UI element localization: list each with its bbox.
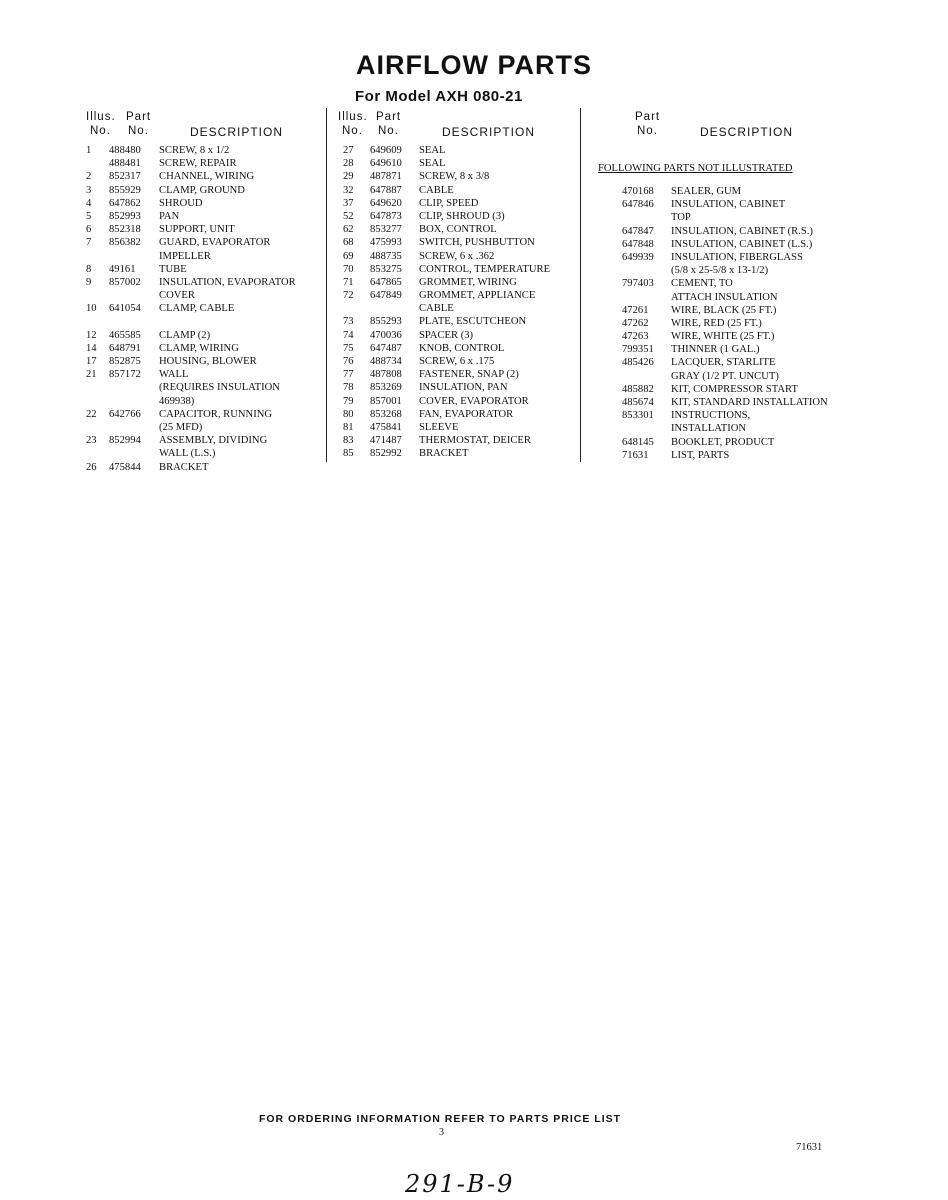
parts-row xyxy=(334,237,579,250)
parts-row xyxy=(334,396,579,409)
parts-row xyxy=(80,330,325,343)
part-number: 853301 xyxy=(622,410,654,422)
parts-row xyxy=(596,384,896,397)
col2-header-illus-no: No. xyxy=(342,125,363,137)
parts-row xyxy=(596,186,896,199)
parts-row xyxy=(334,448,579,461)
part-number: 649620 xyxy=(370,197,402,209)
illus-number: 80 xyxy=(343,408,354,420)
illus-number: 81 xyxy=(343,421,354,433)
part-number: 853269 xyxy=(370,382,402,394)
part-description: FASTENER, SNAP (2) xyxy=(419,369,519,381)
part-description: (25 MFD) xyxy=(159,421,203,433)
illus-number: 6 xyxy=(86,224,92,236)
column-divider-left xyxy=(326,108,327,462)
parts-row xyxy=(334,435,579,448)
parts-row xyxy=(334,251,579,264)
part-number: 475844 xyxy=(109,461,141,473)
part-number: 485426 xyxy=(622,357,654,369)
parts-row xyxy=(80,356,325,369)
part-description: GROMMET, WIRING xyxy=(419,276,517,288)
part-number: 647849 xyxy=(370,290,402,302)
parts-row xyxy=(334,185,579,198)
col1-header-part: Part xyxy=(126,111,152,123)
parts-row xyxy=(596,292,896,305)
part-number: 470168 xyxy=(622,186,654,197)
part-number: 852994 xyxy=(109,435,141,447)
illus-number: 69 xyxy=(343,250,354,262)
part-number: 71631 xyxy=(622,449,649,461)
part-number: 647865 xyxy=(370,276,402,288)
part-number: 852318 xyxy=(109,224,141,236)
parts-row xyxy=(596,239,896,252)
part-number: 475993 xyxy=(370,237,402,249)
parts-row xyxy=(334,198,579,211)
part-number: 488734 xyxy=(370,356,402,367)
part-description: INSULATION, EVAPORATOR xyxy=(159,276,296,288)
illus-number: 37 xyxy=(343,197,354,209)
part-number: 47263 xyxy=(622,331,649,343)
part-description: IMPELLER xyxy=(159,250,211,262)
part-description: ASSEMBLY, DIVIDING xyxy=(159,435,268,447)
part-description: COVER, EVAPORATOR xyxy=(419,395,529,407)
parts-row xyxy=(80,185,325,198)
part-description: GROMMET, APPLIANCE xyxy=(419,290,536,302)
parts-row xyxy=(596,437,896,450)
parts-list-col2 xyxy=(334,145,579,462)
parts-row xyxy=(596,423,896,436)
parts-row xyxy=(334,316,579,329)
parts-row xyxy=(80,422,325,435)
parts-row xyxy=(596,212,896,225)
illus-number: 75 xyxy=(343,342,354,354)
part-number: 647487 xyxy=(370,342,402,354)
parts-row xyxy=(80,316,325,329)
part-description: KIT, COMPRESSOR START xyxy=(671,383,798,395)
part-description: SCREW, 8 x 1/2 xyxy=(159,145,230,156)
part-number: 649939 xyxy=(622,251,654,263)
parts-row xyxy=(80,251,325,264)
part-number: 648791 xyxy=(109,342,141,354)
part-number: 465585 xyxy=(109,329,141,341)
part-description: HOUSING, BLOWER xyxy=(159,356,257,367)
page-number: 3 xyxy=(439,1127,444,1138)
part-number: 49161 xyxy=(109,263,136,275)
part-description: INSULATION, CABINET (L.S.) xyxy=(671,238,813,250)
illus-number: 74 xyxy=(343,329,354,341)
illus-number: 32 xyxy=(343,184,354,196)
parts-row xyxy=(596,397,896,410)
parts-row xyxy=(80,145,325,158)
part-description: SCREW, 6 x .175 xyxy=(419,356,495,367)
illus-number: 79 xyxy=(343,395,354,407)
parts-row xyxy=(334,211,579,224)
parts-row xyxy=(334,422,579,435)
parts-row xyxy=(334,290,579,303)
part-description: CLAMP, WIRING xyxy=(159,342,239,354)
parts-row xyxy=(80,396,325,409)
illus-number: 2 xyxy=(86,171,92,183)
part-description: PAN xyxy=(159,210,180,222)
part-description: CAPACITOR, RUNNING xyxy=(159,408,273,420)
part-description: PLATE, ESCUTCHEON xyxy=(419,316,527,328)
part-description: INSTRUCTIONS, xyxy=(671,410,751,422)
illus-number: 27 xyxy=(343,145,354,156)
parts-row xyxy=(80,462,325,475)
part-number: 475841 xyxy=(370,421,402,433)
parts-row xyxy=(596,331,896,344)
col2-header-part: Part xyxy=(376,111,402,123)
part-number: 47262 xyxy=(622,317,649,329)
part-description: TUBE xyxy=(159,263,187,275)
part-description: 469938) xyxy=(159,395,195,407)
part-description: GRAY (1/2 PT. UNCUT) xyxy=(671,370,779,382)
parts-row xyxy=(80,158,325,171)
part-description: LIST, PARTS xyxy=(671,449,730,461)
part-description: BRACKET xyxy=(419,448,469,460)
part-number: 641054 xyxy=(109,303,141,315)
illus-number: 22 xyxy=(86,408,97,420)
parts-row xyxy=(596,450,896,463)
part-description: KIT, STANDARD INSTALLATION xyxy=(671,397,828,408)
illus-number: 12 xyxy=(86,329,97,341)
parts-row xyxy=(596,199,896,212)
illus-number: 5 xyxy=(86,210,92,222)
part-description: INSULATION, CABINET (R.S.) xyxy=(671,225,813,237)
illus-number: 78 xyxy=(343,382,354,394)
parts-row xyxy=(80,343,325,356)
illus-number: 72 xyxy=(343,290,354,302)
illus-number: 9 xyxy=(86,276,92,288)
part-number: 853275 xyxy=(370,263,402,275)
part-number: 487871 xyxy=(370,171,402,183)
col3-header-part-no: No. xyxy=(637,125,658,137)
parts-row xyxy=(80,264,325,277)
illus-number: 4 xyxy=(86,197,92,209)
parts-row xyxy=(334,330,579,343)
illus-number: 52 xyxy=(343,210,354,222)
parts-row xyxy=(334,382,579,395)
parts-row xyxy=(596,305,896,318)
part-description: SHROUD xyxy=(159,197,203,209)
part-description: CLAMP (2) xyxy=(159,329,211,341)
illus-number: 70 xyxy=(343,263,354,275)
parts-row xyxy=(596,344,896,357)
part-description: ATTACH INSULATION xyxy=(671,291,778,303)
part-number: 855293 xyxy=(370,316,402,328)
part-number: 853277 xyxy=(370,224,402,236)
col2-header-part-no: No. xyxy=(378,125,399,137)
col1-header-part-no: No. xyxy=(128,125,149,137)
part-description: CLIP, SPEED xyxy=(419,197,479,209)
illus-number: 73 xyxy=(343,316,354,328)
model-subtitle: For Model AXH 080-21 xyxy=(355,88,523,105)
part-description: CLIP, SHROUD (3) xyxy=(419,210,505,222)
part-description: (5/8 x 25-5/8 x 13-1/2) xyxy=(671,265,769,277)
part-number: 488480 xyxy=(109,145,141,156)
part-number: 647887 xyxy=(370,184,402,196)
parts-row xyxy=(596,226,896,239)
not-illustrated-note: FOLLOWING PARTS NOT ILLUSTRATED xyxy=(598,163,793,174)
col3-header-part: Part xyxy=(635,111,661,123)
illus-number: 68 xyxy=(343,237,354,249)
part-description: CHANNEL, WIRING xyxy=(159,171,255,183)
part-description: CABLE xyxy=(419,184,454,196)
parts-row xyxy=(80,211,325,224)
part-number: 487808 xyxy=(370,369,402,381)
part-description: SUPPORT, UNIT xyxy=(159,224,235,236)
part-number: 642766 xyxy=(109,408,141,420)
parts-row xyxy=(80,198,325,211)
illus-number: 77 xyxy=(343,369,354,381)
part-description: BOX, CONTROL xyxy=(419,224,497,236)
part-description: INSULATION, PAN xyxy=(419,382,508,394)
col2-header-illus: Illus. xyxy=(338,111,368,123)
part-number: 799351 xyxy=(622,344,654,356)
parts-row xyxy=(334,343,579,356)
illus-number: 71 xyxy=(343,276,354,288)
illus-number: 85 xyxy=(343,448,354,460)
part-number: 647846 xyxy=(622,199,654,211)
part-number: 857002 xyxy=(109,276,141,288)
part-description: GUARD, EVAPORATOR xyxy=(159,237,271,249)
parts-row xyxy=(334,369,579,382)
part-description: KNOB, CONTROL xyxy=(419,342,505,354)
part-description: SCREW, 8 x 3/8 xyxy=(419,171,490,183)
part-description: CONTROL, TEMPERATURE xyxy=(419,263,551,275)
parts-row xyxy=(80,224,325,237)
document-number: 71631 xyxy=(796,1142,823,1153)
part-description: WIRE, WHITE (25 FT.) xyxy=(671,331,775,343)
part-description: WALL xyxy=(159,369,189,381)
part-number: 647862 xyxy=(109,197,141,209)
parts-row xyxy=(80,237,325,250)
parts-list-col3 xyxy=(596,186,896,463)
part-number: 855929 xyxy=(109,184,141,196)
parts-row xyxy=(596,410,896,423)
part-number: 488735 xyxy=(370,250,402,262)
page-title: AIRFLOW PARTS xyxy=(356,50,592,80)
part-number: 649609 xyxy=(370,145,402,156)
part-number: 853268 xyxy=(370,408,402,420)
part-number: 852875 xyxy=(109,356,141,367)
ordering-footer: FOR ORDERING INFORMATION REFER TO PARTS PRICE LIST xyxy=(258,1113,622,1125)
parts-row xyxy=(596,265,896,278)
part-description: SEALER, GUM xyxy=(671,186,742,197)
part-description: THERMOSTAT, DEICER xyxy=(419,435,531,447)
part-number: 471487 xyxy=(370,435,402,447)
parts-row xyxy=(80,303,325,316)
part-description: THINNER (1 GAL.) xyxy=(671,344,760,356)
part-description: BRACKET xyxy=(159,461,209,473)
column-divider-right xyxy=(580,108,581,462)
col3-header-description: DESCRIPTION xyxy=(700,125,794,139)
parts-list-col1 xyxy=(80,145,325,475)
illus-number: 8 xyxy=(86,263,92,275)
part-number: 852992 xyxy=(370,448,402,460)
part-description: INSULATION, CABINET xyxy=(671,199,786,211)
parts-row xyxy=(334,409,579,422)
part-description: SWITCH, PUSHBUTTON xyxy=(419,237,535,249)
part-description: CLAMP, CABLE xyxy=(159,303,235,315)
part-number: 856382 xyxy=(109,237,141,249)
illus-number: 76 xyxy=(343,356,354,367)
parts-row xyxy=(334,171,579,184)
illus-number: 28 xyxy=(343,158,354,170)
part-number: 852993 xyxy=(109,210,141,222)
parts-row xyxy=(334,303,579,316)
part-description: BOOKLET, PRODUCT xyxy=(671,436,775,448)
col1-header-illus: Illus. xyxy=(86,111,116,123)
part-number: 647847 xyxy=(622,225,654,237)
illus-number: 29 xyxy=(343,171,354,183)
part-description: SCREW, REPAIR xyxy=(159,158,237,170)
illus-number: 17 xyxy=(86,356,97,367)
part-number: 649610 xyxy=(370,158,402,170)
col2-header-description: DESCRIPTION xyxy=(442,125,536,139)
part-description: WIRE, BLACK (25 FT.) xyxy=(671,304,777,316)
part-description: (REQUIRES INSULATION xyxy=(159,382,280,394)
parts-row xyxy=(596,318,896,331)
illus-number: 83 xyxy=(343,435,354,447)
part-number: 857172 xyxy=(109,369,141,381)
part-number: 485882 xyxy=(622,383,654,395)
part-description: SEAL xyxy=(419,145,446,156)
parts-row xyxy=(334,224,579,237)
parts-row xyxy=(596,357,896,370)
parts-row xyxy=(334,356,579,369)
parts-row xyxy=(80,448,325,461)
part-description: SCREW, 6 x .362 xyxy=(419,250,495,262)
parts-row xyxy=(596,278,896,291)
part-number: 647873 xyxy=(370,210,402,222)
part-description: CLAMP, GROUND xyxy=(159,184,245,196)
part-description: TOP xyxy=(671,212,691,224)
col1-header-illus-no: No. xyxy=(90,125,111,137)
parts-row xyxy=(80,277,325,290)
part-number: 797403 xyxy=(622,278,654,290)
part-number: 852317 xyxy=(109,171,141,183)
handwritten-mark: 291-B-9 xyxy=(405,1170,515,1198)
illus-number: 7 xyxy=(86,237,92,249)
part-description: INSTALLATION xyxy=(671,423,747,435)
part-description: COVER xyxy=(159,290,195,302)
part-description: SPACER (3) xyxy=(419,329,474,341)
part-description: INSULATION, FIBERGLASS xyxy=(671,251,803,263)
part-number: 488481 xyxy=(109,158,141,170)
part-number: 647848 xyxy=(622,238,654,250)
parts-row xyxy=(334,264,579,277)
part-number: 470036 xyxy=(370,329,402,341)
part-description: CABLE xyxy=(419,303,454,315)
illus-number: 23 xyxy=(86,435,97,447)
part-description: LACQUER, STARLITE xyxy=(671,357,776,369)
part-number: 857001 xyxy=(370,395,402,407)
parts-row xyxy=(80,382,325,395)
parts-row xyxy=(80,435,325,448)
part-description: SLEEVE xyxy=(419,421,459,433)
part-number: 648145 xyxy=(622,436,654,448)
parts-row xyxy=(80,369,325,382)
part-description: FAN, EVAPORATOR xyxy=(419,408,514,420)
parts-row xyxy=(334,145,579,158)
illus-number: 21 xyxy=(86,369,97,381)
illus-number: 62 xyxy=(343,224,354,236)
illus-number: 3 xyxy=(86,184,92,196)
parts-row xyxy=(334,158,579,171)
parts-row xyxy=(596,371,896,384)
part-number: 485674 xyxy=(622,397,654,408)
illus-number: 10 xyxy=(86,303,97,315)
part-description: WIRE, RED (25 FT.) xyxy=(671,317,762,329)
col1-header-description: DESCRIPTION xyxy=(190,125,284,139)
parts-row xyxy=(80,290,325,303)
parts-row xyxy=(334,277,579,290)
illus-number: 1 xyxy=(86,145,92,156)
illus-number: 14 xyxy=(86,342,97,354)
part-description: CEMENT, TO xyxy=(671,278,733,290)
part-description: SEAL xyxy=(419,158,446,170)
parts-row xyxy=(80,409,325,422)
part-number: 47261 xyxy=(622,304,649,316)
parts-row xyxy=(80,171,325,184)
illus-number: 26 xyxy=(86,461,97,473)
parts-row xyxy=(596,252,896,265)
part-description: WALL (L.S.) xyxy=(159,448,216,460)
